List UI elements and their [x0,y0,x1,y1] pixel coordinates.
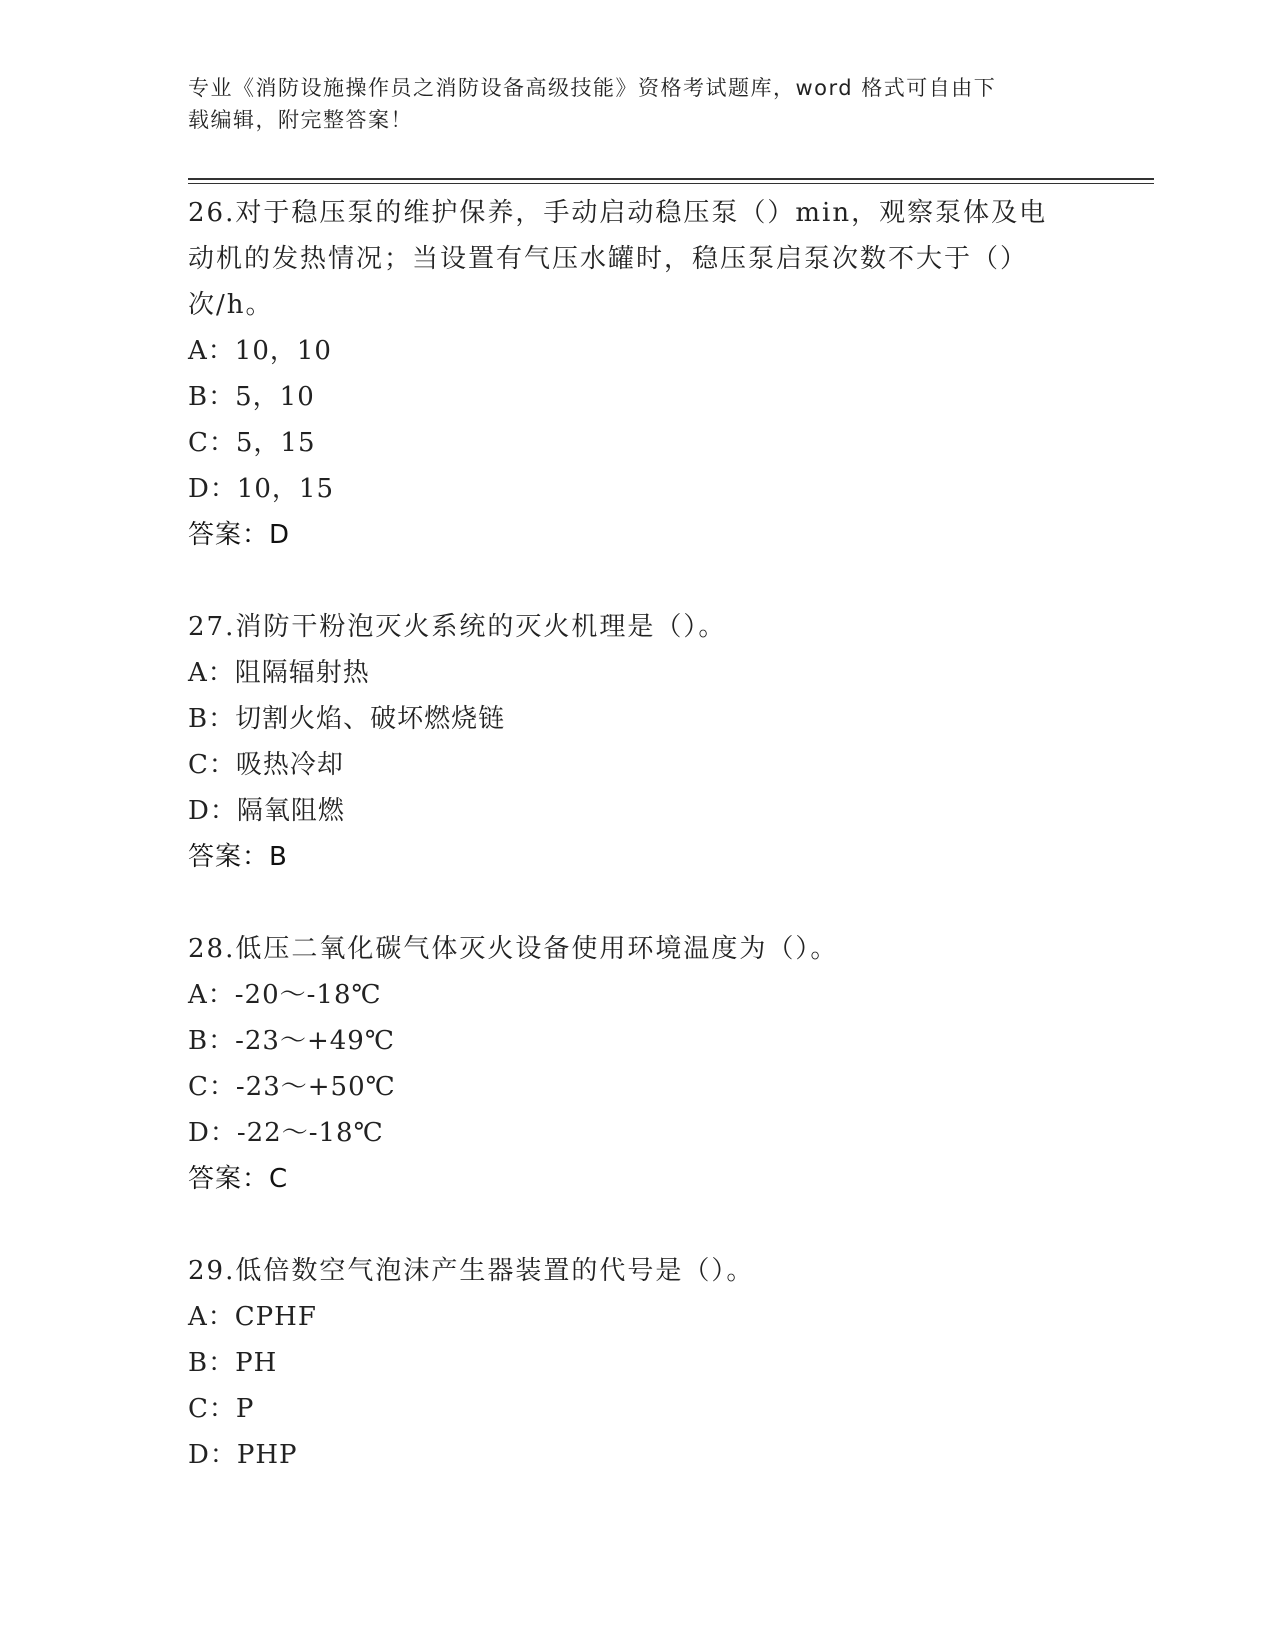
option-c: C：-23～+50℃ [188,1072,396,1102]
answer: 答案：B [188,842,288,872]
header-divider-thick [188,178,1154,180]
option-c: C：P [188,1394,255,1424]
question-spacer [188,558,1068,604]
question-text [188,926,1068,972]
question-line: 26.对于稳压泵的维护保养，手动启动稳压泵（）min，观察泵体及电 [188,198,1048,228]
question-line: 29.低倍数空气泡沫产生器装置的代号是（）。 [188,1256,755,1286]
question-28 [188,926,1068,1202]
question-27 [188,604,1068,880]
option-a: A：10，10 [188,336,332,366]
question-text [188,190,1068,328]
question-line: 28.低压二氧化碳气体灭火设备使用环境温度为（）。 [188,934,839,964]
header-line-1: 专业《消防设施操作员之消防设备高级技能》资格考试题库，word 格式可自由下 [188,76,997,100]
option-a: A：-20～-18℃ [188,980,382,1010]
option-c: C：吸热冷却 [188,750,344,780]
option-b: B：-23～+49℃ [188,1026,395,1056]
option-d: D：隔氧阻燃 [188,796,345,826]
option-d: D：PHP [188,1440,298,1470]
question-text [188,1248,1068,1294]
answer: 答案：C [188,1164,289,1194]
header-divider-thin [188,183,1154,184]
option-c: C：5，15 [188,428,316,458]
question-spacer [188,1202,1068,1248]
question-26 [188,190,1068,558]
option-b: B：切割火焰、破坏燃烧链 [188,704,506,734]
question-spacer [188,880,1068,926]
question-line: 次/h。 [188,290,274,320]
option-b: B：PH [188,1348,278,1378]
question-line: 动机的发热情况；当设置有气压水罐时，稳压泵启泵次数不大于（） [188,244,1029,274]
question-text [188,604,1068,650]
option-d: D：-22～-18℃ [188,1118,384,1148]
question-list [188,190,1068,1478]
option-a: A：阻隔辐射热 [188,658,370,688]
document-header [188,72,1068,136]
question-line: 27.消防干粉泡灭火系统的灭火机理是（）。 [188,612,727,642]
header-line-2: 载编辑，附完整答案！ [188,108,413,132]
answer: 答案：D [188,520,291,550]
option-d: D：10，15 [188,474,335,504]
option-b: B：5，10 [188,382,315,412]
option-a: A：CPHF [188,1302,317,1332]
question-29 [188,1248,1068,1478]
